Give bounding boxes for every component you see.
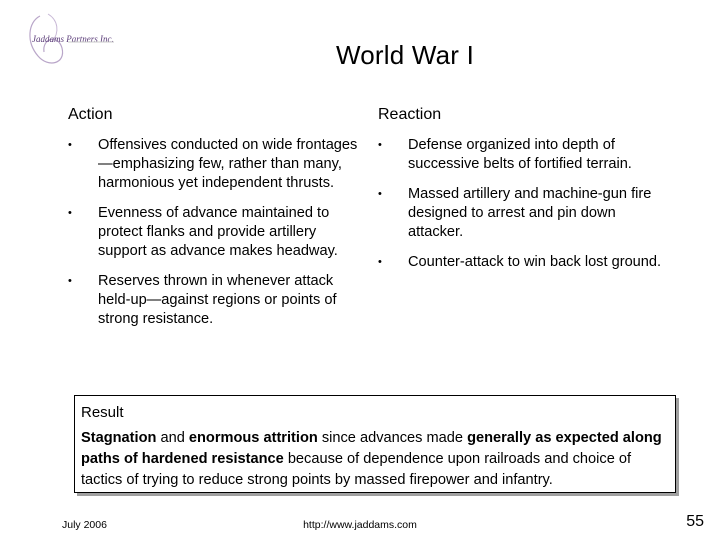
bullet-icon: • bbox=[68, 275, 72, 287]
reaction-item: • Massed artillery and machine-gun fire designed to arrest and pin down attacker. bbox=[378, 186, 652, 240]
reaction-item: • Defense organized into depth of successive belts of fortified terrain. bbox=[378, 137, 632, 172]
reaction-column bbox=[378, 105, 678, 283]
result-segment: because of dependence upon railroads and choice of tactics of trying to reduce strong points by massed firepower and infantry. bbox=[81, 451, 632, 488]
action-heading: Action bbox=[68, 106, 113, 123]
reaction-heading: Reaction bbox=[378, 106, 442, 123]
bullet-icon: • bbox=[68, 207, 72, 219]
result-segment: generally as expected along paths of hardened resistance bbox=[81, 430, 662, 467]
action-item: • Evenness of advance maintained to protect flanks and provide artillery support as advance makes headway. bbox=[68, 205, 338, 259]
result-segment: and bbox=[156, 430, 189, 446]
result-segment: Stagnation bbox=[81, 430, 157, 446]
footer-url[interactable]: http://www.jaddams.com bbox=[303, 519, 417, 531]
bullet-icon: • bbox=[68, 139, 72, 151]
result-segment: enormous attrition bbox=[188, 430, 318, 446]
action-item: • Offensives conducted on wide frontages—emphasizing few, rather than many, harmonious yet independent thrusts. bbox=[68, 137, 358, 191]
result-box bbox=[74, 395, 676, 493]
result-text bbox=[81, 428, 669, 491]
result-segment: since advances made bbox=[317, 430, 468, 446]
logo-text: Jaddams Partners Inc. bbox=[32, 34, 114, 44]
footer-date: July 2006 bbox=[62, 519, 107, 531]
result-heading: Result bbox=[81, 404, 124, 421]
bullet-icon: • bbox=[378, 139, 382, 151]
reaction-item: • Counter-attack to win back lost ground. bbox=[378, 254, 662, 270]
action-column bbox=[68, 105, 368, 340]
bullet-icon: • bbox=[378, 188, 382, 200]
bullet-icon: • bbox=[378, 256, 382, 268]
action-item: • Reserves thrown in whenever attack held-up—against regions or points of strong resistance. bbox=[68, 273, 337, 327]
page-number: 55 bbox=[686, 513, 704, 530]
slide-title: World War I bbox=[336, 40, 474, 70]
